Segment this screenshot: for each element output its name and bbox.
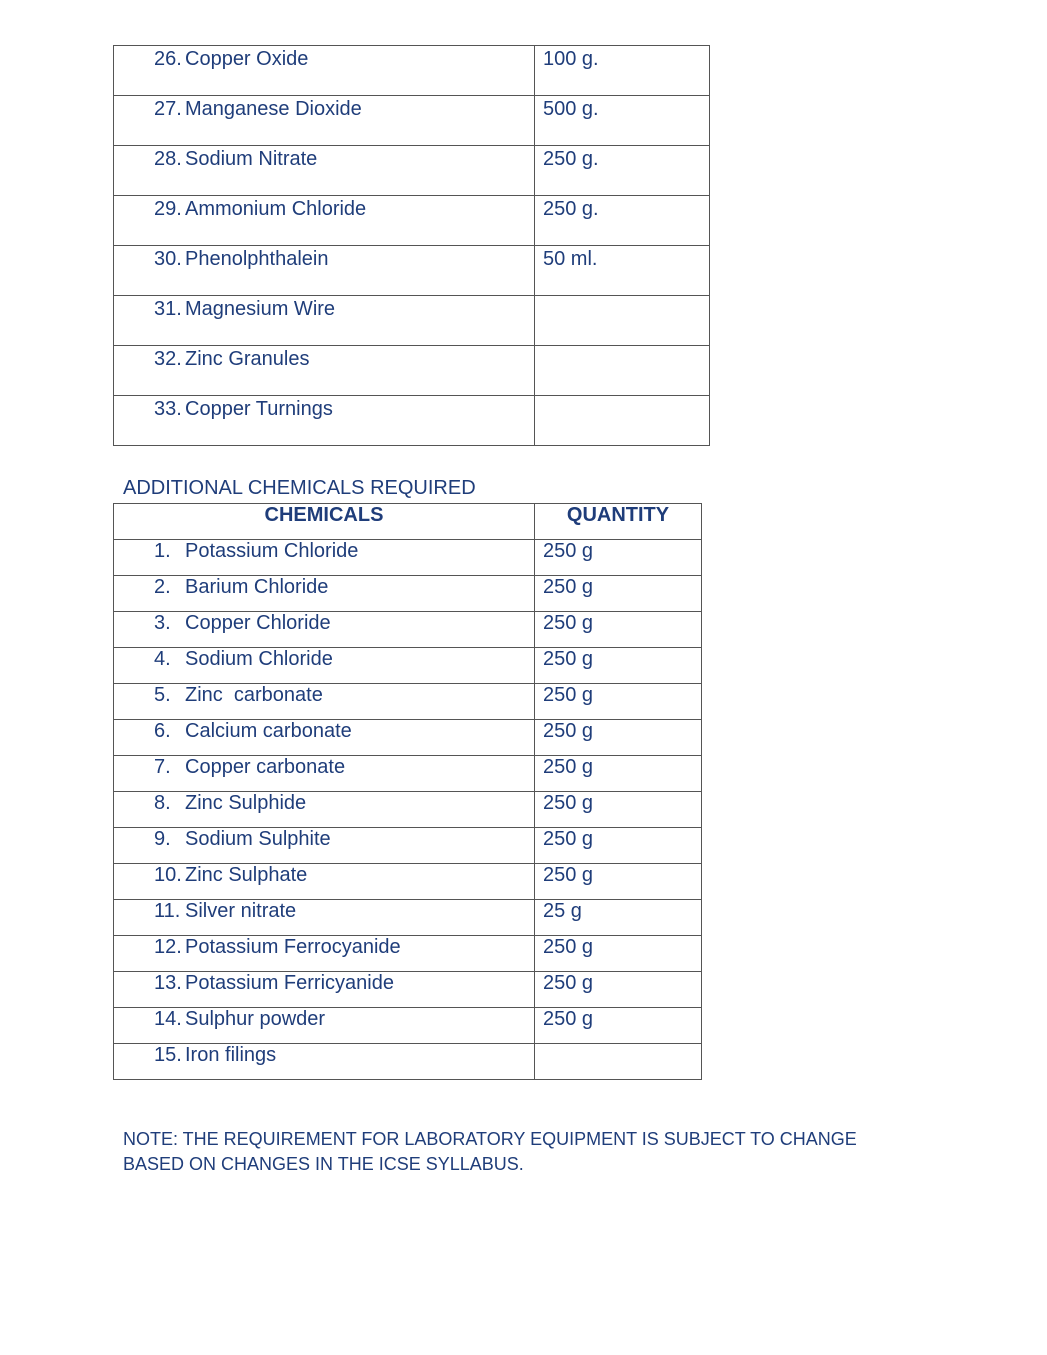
quantity-cell bbox=[535, 346, 710, 396]
chemical-cell bbox=[114, 96, 535, 146]
table-row bbox=[114, 900, 702, 936]
table-row bbox=[114, 612, 702, 648]
chemical-cell bbox=[114, 346, 535, 396]
item-number: 12. bbox=[154, 936, 182, 958]
chemical-cell bbox=[114, 864, 535, 900]
chemical-cell bbox=[114, 1008, 535, 1044]
note-line-1: NOTE: THE REQUIREMENT FOR LABORATORY EQUIPMENT IS SUBJECT TO CHANGE bbox=[123, 1129, 857, 1149]
note-line-2: BASED ON CHANGES IN THE ICSE SYLLABUS. bbox=[123, 1154, 524, 1174]
quantity-cell: 250 g bbox=[535, 720, 702, 756]
quantity-cell: 250 g bbox=[535, 576, 702, 612]
chemical-cell bbox=[114, 246, 535, 296]
chemical-cell bbox=[114, 1044, 535, 1080]
quantity-cell: 250 g bbox=[535, 648, 702, 684]
chemical-cell bbox=[114, 684, 535, 720]
chemical-name: Calcium carbonate bbox=[185, 720, 352, 742]
chemical-cell bbox=[114, 828, 535, 864]
chemical-name: Ammonium Chloride bbox=[185, 198, 367, 220]
quantity-cell: 50 ml. bbox=[535, 246, 710, 296]
quantity-cell: 250 g. bbox=[535, 196, 710, 246]
table-row bbox=[114, 296, 710, 346]
chemical-cell bbox=[114, 720, 535, 756]
table-row bbox=[114, 684, 702, 720]
table-row bbox=[114, 196, 710, 246]
additional-chemicals-table bbox=[113, 503, 702, 1080]
table-row bbox=[114, 936, 702, 972]
quantity-cell: 250 g bbox=[535, 936, 702, 972]
quantity-cell: 500 g. bbox=[535, 96, 710, 146]
table-row bbox=[114, 246, 710, 296]
chemical-cell bbox=[114, 146, 535, 196]
quantity-cell: 250 g bbox=[535, 792, 702, 828]
table-row bbox=[114, 972, 702, 1008]
additional-chemicals-heading: ADDITIONAL CHEMICALS REQUIRED bbox=[123, 477, 476, 499]
item-number: 1. bbox=[154, 540, 171, 562]
chemical-cell bbox=[114, 648, 535, 684]
chemical-cell bbox=[114, 792, 535, 828]
chemical-name: Magnesium Wire bbox=[185, 298, 336, 320]
table-row bbox=[114, 720, 702, 756]
chemical-name: Copper carbonate bbox=[185, 756, 346, 778]
chemicals-column-header: CHEMICALS bbox=[114, 504, 535, 540]
chemical-cell bbox=[114, 756, 535, 792]
table-row bbox=[114, 396, 710, 446]
chemical-name: Zinc Granules bbox=[185, 348, 310, 370]
quantity-cell bbox=[535, 396, 710, 446]
chemical-name: Iron filings bbox=[185, 1044, 277, 1066]
item-number: 29. bbox=[154, 198, 182, 220]
item-number: 2. bbox=[154, 576, 171, 598]
chemical-cell bbox=[114, 296, 535, 346]
table-header-row bbox=[114, 504, 702, 540]
quantity-cell: 250 g bbox=[535, 540, 702, 576]
chemical-name: Sodium Sulphite bbox=[185, 828, 331, 850]
item-number: 7. bbox=[154, 756, 171, 778]
chemical-name: Barium Chloride bbox=[185, 576, 329, 598]
table-row bbox=[114, 756, 702, 792]
chemical-name: Potassium Chloride bbox=[185, 540, 359, 562]
table-row bbox=[114, 346, 710, 396]
item-number: 28. bbox=[154, 148, 182, 170]
quantity-cell: 250 g. bbox=[535, 146, 710, 196]
quantity-cell bbox=[535, 1044, 702, 1080]
chemical-name: Sodium Chloride bbox=[185, 648, 333, 670]
chemical-cell bbox=[114, 612, 535, 648]
item-number: 5. bbox=[154, 684, 171, 706]
chemical-name: Potassium Ferrocyanide bbox=[185, 936, 401, 958]
chemical-name: Potassium Ferricyanide bbox=[185, 972, 394, 994]
item-number: 8. bbox=[154, 792, 171, 814]
item-number: 14. bbox=[154, 1008, 182, 1030]
table-row bbox=[114, 146, 710, 196]
quantity-cell: 100 g. bbox=[535, 46, 710, 96]
item-number: 10. bbox=[154, 864, 182, 886]
item-number: 13. bbox=[154, 972, 182, 994]
chemical-cell bbox=[114, 936, 535, 972]
item-number: 15. bbox=[154, 1044, 182, 1066]
chemical-cell bbox=[114, 972, 535, 1008]
table-row bbox=[114, 648, 702, 684]
table-row bbox=[114, 864, 702, 900]
chemicals-table-continued-body bbox=[114, 46, 710, 446]
chemical-name: Silver nitrate bbox=[185, 900, 297, 922]
chemical-name: Sodium Nitrate bbox=[185, 148, 318, 170]
chemical-name: Manganese Dioxide bbox=[185, 98, 362, 120]
quantity-column-header: QUANTITY bbox=[535, 504, 702, 540]
item-number: 30. bbox=[154, 248, 182, 270]
syllabus-note bbox=[123, 1127, 923, 1177]
chemical-cell bbox=[114, 46, 535, 96]
chemical-name: Copper Chloride bbox=[185, 612, 331, 634]
quantity-cell: 250 g bbox=[535, 1008, 702, 1044]
table-row bbox=[114, 576, 702, 612]
table-row bbox=[114, 46, 710, 96]
item-number: 33. bbox=[154, 398, 182, 420]
chemical-name: Phenolphthalein bbox=[185, 248, 329, 270]
chemical-name: Copper Turnings bbox=[185, 398, 333, 420]
chemical-cell bbox=[114, 900, 535, 936]
chemicals-table-continued bbox=[113, 45, 710, 446]
table-row bbox=[114, 1008, 702, 1044]
chemical-cell bbox=[114, 196, 535, 246]
quantity-cell: 250 g bbox=[535, 684, 702, 720]
table-row bbox=[114, 1044, 702, 1080]
item-number: 32. bbox=[154, 348, 182, 370]
item-number: 9. bbox=[154, 828, 171, 850]
quantity-cell: 250 g bbox=[535, 756, 702, 792]
chemical-name: Zinc carbonate bbox=[185, 684, 323, 706]
chemical-name: Sulphur powder bbox=[185, 1008, 326, 1030]
quantity-cell: 250 g bbox=[535, 612, 702, 648]
item-number: 3. bbox=[154, 612, 171, 634]
additional-chemicals-table-body bbox=[114, 540, 702, 1080]
item-number: 11. bbox=[154, 900, 181, 922]
chemical-cell bbox=[114, 540, 535, 576]
quantity-cell: 250 g bbox=[535, 828, 702, 864]
item-number: 31. bbox=[154, 298, 182, 320]
quantity-cell: 250 g bbox=[535, 864, 702, 900]
table-row bbox=[114, 96, 710, 146]
quantity-cell: 250 g bbox=[535, 972, 702, 1008]
chemical-name: Copper Oxide bbox=[185, 48, 309, 70]
table-row bbox=[114, 792, 702, 828]
item-number: 27. bbox=[154, 98, 182, 120]
item-number: 6. bbox=[154, 720, 171, 742]
quantity-cell: 25 g bbox=[535, 900, 702, 936]
table-row bbox=[114, 540, 702, 576]
chemical-cell bbox=[114, 576, 535, 612]
chemical-name: Zinc Sulphate bbox=[185, 864, 308, 886]
chemical-name: Zinc Sulphide bbox=[185, 792, 307, 814]
table-row bbox=[114, 828, 702, 864]
quantity-cell bbox=[535, 296, 710, 346]
item-number: 4. bbox=[154, 648, 171, 670]
chemical-cell bbox=[114, 396, 535, 446]
item-number: 26. bbox=[154, 48, 182, 70]
